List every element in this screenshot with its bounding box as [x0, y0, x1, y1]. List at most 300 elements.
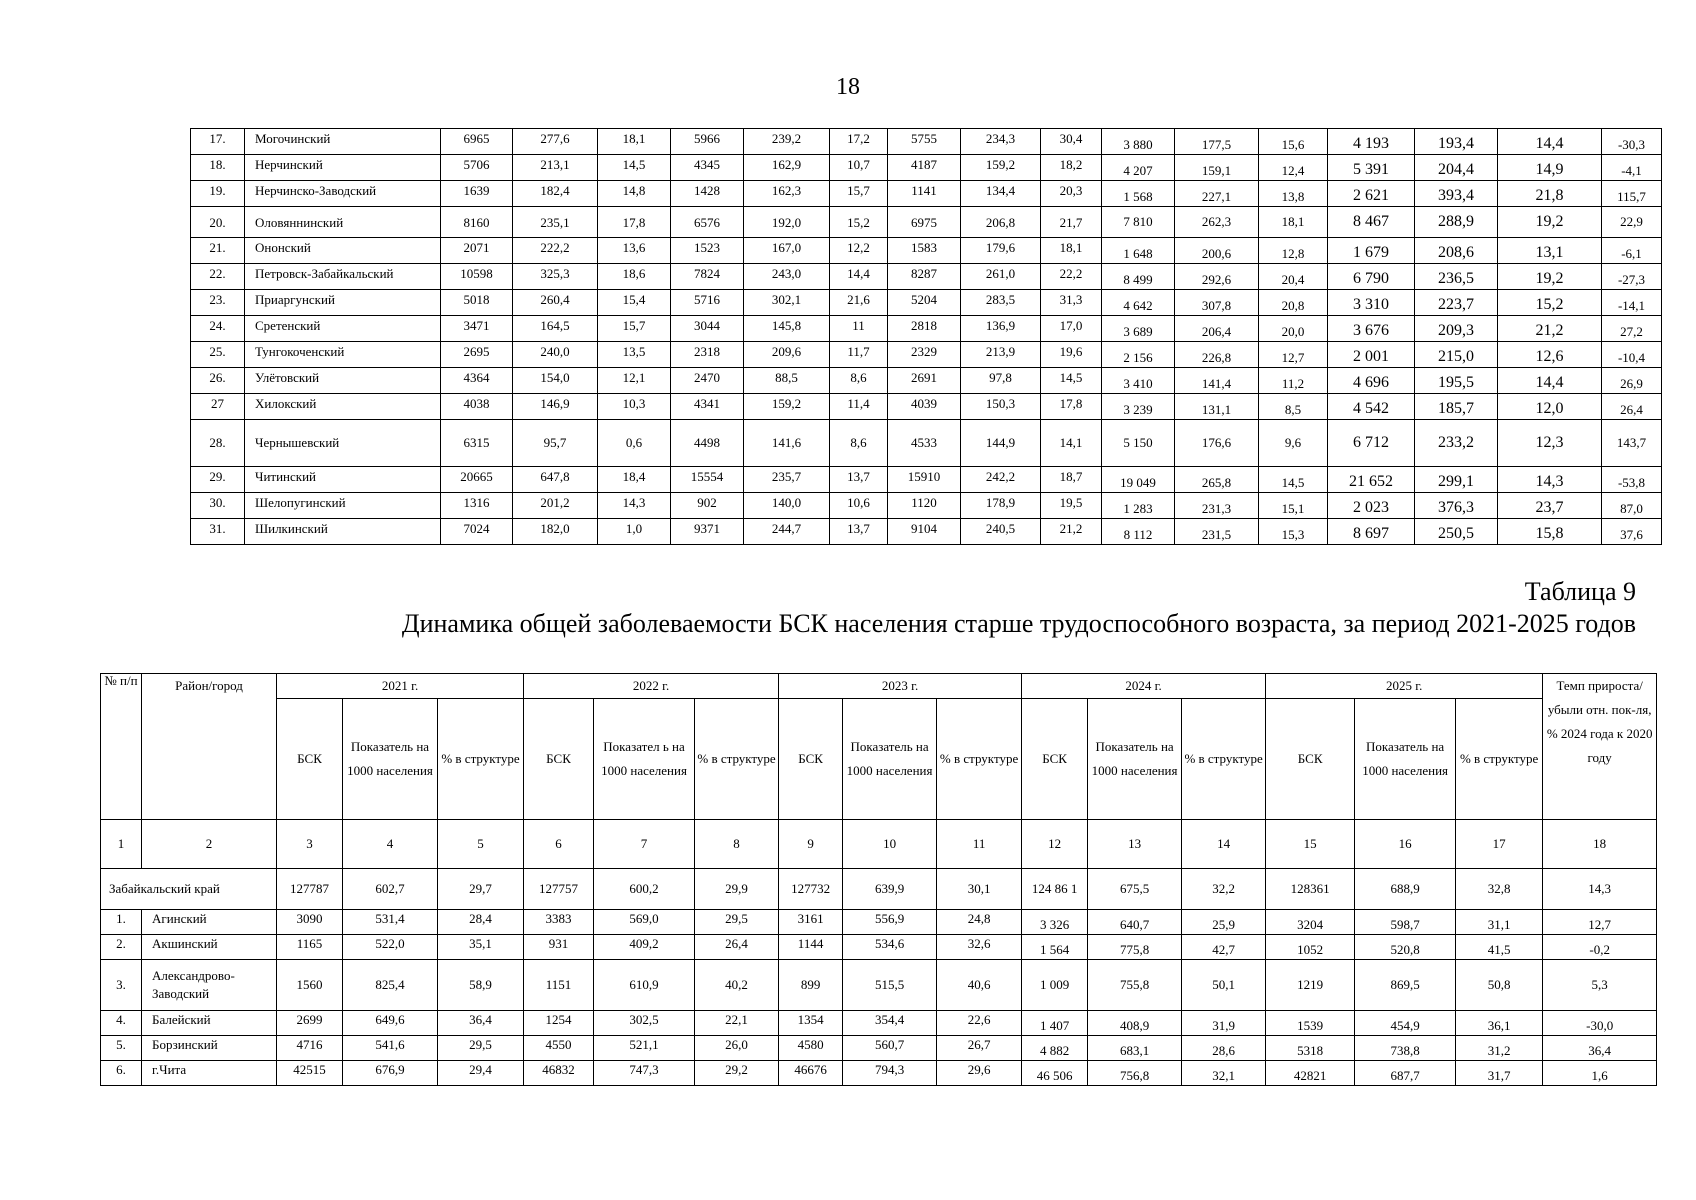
table-cell: 8 697	[1328, 519, 1415, 545]
table-cell: 747,3	[594, 1061, 695, 1086]
table-cell: 19,2	[1498, 207, 1602, 238]
table-cell: 154,0	[513, 368, 598, 394]
table-cell: 209,3	[1415, 316, 1498, 342]
header-year-2022: 2022 г.	[524, 674, 779, 699]
table-cell: 6975	[888, 207, 961, 238]
table-cell: 146,9	[513, 394, 598, 420]
table-row	[191, 467, 1662, 493]
table-row	[191, 420, 1662, 467]
column-number: 9	[779, 820, 843, 869]
table-cell: 260,4	[513, 290, 598, 316]
table-cell: 22,6	[937, 1011, 1022, 1036]
table-cell: 87,0	[1602, 493, 1662, 519]
table-cell: 4364	[441, 368, 513, 394]
table-cell: 14,3	[1498, 467, 1602, 493]
table-cell: -53,8	[1602, 467, 1662, 493]
table-cell: 409,2	[594, 935, 695, 960]
district-name: Ононский	[245, 238, 441, 264]
table-cell: 2699	[277, 1011, 343, 1036]
table-row	[191, 519, 1662, 545]
table-cell: 243,0	[744, 264, 830, 290]
header-bsk: БСК	[1266, 699, 1355, 820]
table-cell: 35,1	[438, 935, 524, 960]
table-cell: 29,6	[937, 1061, 1022, 1086]
table-cell: 14,4	[1498, 129, 1602, 155]
table-cell: 354,4	[843, 1011, 937, 1036]
table-cell: 18,6	[598, 264, 671, 290]
district-name: Приаргунский	[245, 290, 441, 316]
table-cell: 534,6	[843, 935, 937, 960]
table-cell: 20665	[441, 467, 513, 493]
table-cell: 240,0	[513, 342, 598, 368]
table-cell: 1,0	[598, 519, 671, 545]
header-year-2023: 2023 г.	[779, 674, 1022, 699]
table-cell: 376,3	[1415, 493, 1498, 519]
table-cell: 29,5	[438, 1036, 524, 1061]
header-rate: Показатель на 1000 населения	[1355, 699, 1456, 820]
table-cell: 32,8	[1456, 869, 1543, 910]
table-cell: 2 023	[1328, 493, 1415, 519]
table-cell: 8 112	[1102, 519, 1175, 545]
table-cell: 869,5	[1355, 960, 1456, 1011]
table-cell: 7 810	[1102, 207, 1175, 238]
table-cell: 283,5	[961, 290, 1041, 316]
row-number: 1.	[101, 910, 142, 935]
table-cell: 3 689	[1102, 316, 1175, 342]
table-cell: 21,7	[1041, 207, 1102, 238]
row-number: 27	[191, 394, 245, 420]
district-name: Балейский	[142, 1011, 277, 1036]
column-number: 3	[277, 820, 343, 869]
table-cell: 42821	[1266, 1061, 1355, 1086]
table-cell: 17,2	[830, 129, 888, 155]
district-name: Шилкинский	[245, 519, 441, 545]
table-cell: 688,9	[1355, 869, 1456, 910]
table-cell: 825,4	[343, 960, 438, 1011]
header-year-2021: 2021 г.	[277, 674, 524, 699]
table-cell: 520,8	[1355, 935, 1456, 960]
table-cell: 167,0	[744, 238, 830, 264]
table-cell: 3161	[779, 910, 843, 935]
table-cell: 755,8	[1088, 960, 1182, 1011]
row-number: 6.	[101, 1061, 142, 1086]
column-number: 11	[937, 820, 1022, 869]
table-cell: 15,4	[598, 290, 671, 316]
table-cell: 21,2	[1041, 519, 1102, 545]
table-cell: 1 568	[1102, 181, 1175, 207]
district-name: Александрово-Заводский	[142, 960, 277, 1011]
table-row	[191, 129, 1662, 155]
column-number: 2	[142, 820, 277, 869]
district-name: Тунгокоченский	[245, 342, 441, 368]
table-cell: 1144	[779, 935, 843, 960]
table-cell: 31,2	[1456, 1036, 1543, 1061]
table-cell: 18,4	[598, 467, 671, 493]
table-cell: 193,4	[1415, 129, 1498, 155]
table-cell: 1316	[441, 493, 513, 519]
table-cell: 408,9	[1088, 1011, 1182, 1036]
table-row	[191, 342, 1662, 368]
table-cell: 46 506	[1022, 1061, 1088, 1086]
table-cell: 1254	[524, 1011, 594, 1036]
table-cell: 176,6	[1175, 420, 1259, 467]
table-cell: 4038	[441, 394, 513, 420]
table-cell: 639,9	[843, 869, 937, 910]
table-cell: 6965	[441, 129, 513, 155]
row-number: 19.	[191, 181, 245, 207]
table-cell: 12,3	[1498, 420, 1602, 467]
table-cell: 15,2	[1498, 290, 1602, 316]
table-cell: 40,6	[937, 960, 1022, 1011]
table-cell: 11,7	[830, 342, 888, 368]
table-continuation	[190, 128, 1662, 545]
table-cell: 15,7	[598, 316, 671, 342]
table-cell: 687,7	[1355, 1061, 1456, 1086]
table-cell: 127732	[779, 869, 843, 910]
table-cell: 14,5	[1041, 368, 1102, 394]
table-cell: 20,8	[1259, 290, 1328, 316]
table-cell: 454,9	[1355, 1011, 1456, 1036]
table-cell: 20,4	[1259, 264, 1328, 290]
district-name: г.Чита	[142, 1061, 277, 1086]
table-cell: 2071	[441, 238, 513, 264]
table-cell: 124 86 1	[1022, 869, 1088, 910]
table-cell: 15,2	[830, 207, 888, 238]
table-cell: 208,6	[1415, 238, 1498, 264]
table-cell: 3 410	[1102, 368, 1175, 394]
header-bsk: БСК	[1022, 699, 1088, 820]
district-name: Нерчинско-Заводский	[245, 181, 441, 207]
district-name: Оловяннинский	[245, 207, 441, 238]
table-cell: 2 156	[1102, 342, 1175, 368]
table-row	[101, 960, 1657, 1011]
table-cell: -6,1	[1602, 238, 1662, 264]
row-number: 26.	[191, 368, 245, 394]
table-cell: 11,4	[830, 394, 888, 420]
table-cell: -0,2	[1543, 935, 1657, 960]
table-caption-title: Динамика общей заболеваемости БСК населения старше трудоспособного возраста, за период 2021-2025 годов	[401, 609, 1636, 638]
table-cell: 159,1	[1175, 155, 1259, 181]
district-name: Шелопугинский	[245, 493, 441, 519]
table-cell: 21,8	[1498, 181, 1602, 207]
table-cell: 36,1	[1456, 1011, 1543, 1036]
column-number: 17	[1456, 820, 1543, 869]
table-cell: 134,4	[961, 181, 1041, 207]
table-cell: 141,6	[744, 420, 830, 467]
table-cell: 18,1	[1259, 207, 1328, 238]
table-cell: 5318	[1266, 1036, 1355, 1061]
table-cell: 675,5	[1088, 869, 1182, 910]
district-name: Петровск-Забайкальский	[245, 264, 441, 290]
table-cell: 26,4	[1602, 394, 1662, 420]
table-cell: 8160	[441, 207, 513, 238]
table-cell: 29,5	[695, 910, 779, 935]
table-cell: 144,9	[961, 420, 1041, 467]
table-cell: 1141	[888, 181, 961, 207]
table-cell: 288,9	[1415, 207, 1498, 238]
table-cell: 1219	[1266, 960, 1355, 1011]
table-cell: 30,1	[937, 869, 1022, 910]
column-number: 14	[1182, 820, 1266, 869]
table-cell: 15,7	[830, 181, 888, 207]
table-cell: 541,6	[343, 1036, 438, 1061]
table-cell: 235,1	[513, 207, 598, 238]
table-cell: 13,8	[1259, 181, 1328, 207]
district-name: Улётовский	[245, 368, 441, 394]
table-cell: 209,6	[744, 342, 830, 368]
table-cell: 2 621	[1328, 181, 1415, 207]
table-cell: 899	[779, 960, 843, 1011]
table-cell: 200,6	[1175, 238, 1259, 264]
column-number: 8	[695, 820, 779, 869]
district-name: Чернышевский	[245, 420, 441, 467]
table-cell: 302,5	[594, 1011, 695, 1036]
table-cell: 50,8	[1456, 960, 1543, 1011]
table-cell: 302,1	[744, 290, 830, 316]
table-cell: 140,0	[744, 493, 830, 519]
table-cell: 24,8	[937, 910, 1022, 935]
table-row	[191, 207, 1662, 238]
table-cell: 4345	[671, 155, 744, 181]
table-cell: 231,3	[1175, 493, 1259, 519]
table-cell: 1 648	[1102, 238, 1175, 264]
table-cell: 1523	[671, 238, 744, 264]
table-cell: 27,2	[1602, 316, 1662, 342]
table-cell: 239,2	[744, 129, 830, 155]
column-number: 5	[438, 820, 524, 869]
table-cell: 3471	[441, 316, 513, 342]
table-cell: 2818	[888, 316, 961, 342]
column-number: 15	[1266, 820, 1355, 869]
table-row	[101, 1011, 1657, 1036]
table-cell: 756,8	[1088, 1061, 1182, 1086]
table-cell: 7024	[441, 519, 513, 545]
region-total-name: Забайкальский край	[101, 869, 277, 910]
header-rate: Показатель на 1000 населения	[843, 699, 937, 820]
table-cell: 299,1	[1415, 467, 1498, 493]
table-cell: 9,6	[1259, 420, 1328, 467]
table-cell: 233,2	[1415, 420, 1498, 467]
table-cell: -30,0	[1543, 1011, 1657, 1036]
table-cell: 640,7	[1088, 910, 1182, 935]
table-cell: 3 676	[1328, 316, 1415, 342]
table-cell: 6 790	[1328, 264, 1415, 290]
table-cell: 10598	[441, 264, 513, 290]
table-cell: 531,4	[343, 910, 438, 935]
table-cell: 6576	[671, 207, 744, 238]
column-number: 10	[843, 820, 937, 869]
table-cell: 1 564	[1022, 935, 1088, 960]
table-cell: 21 652	[1328, 467, 1415, 493]
table-cell: 46832	[524, 1061, 594, 1086]
table-cell: 5018	[441, 290, 513, 316]
header-bsk: БСК	[779, 699, 843, 820]
row-number: 20.	[191, 207, 245, 238]
table-cell: 13,7	[830, 467, 888, 493]
table-cell: 162,3	[744, 181, 830, 207]
table-cell: 127757	[524, 869, 594, 910]
table-cell: 4 882	[1022, 1036, 1088, 1061]
header-bsk: БСК	[277, 699, 343, 820]
table-cell: 213,1	[513, 155, 598, 181]
table-cell: 1 407	[1022, 1011, 1088, 1036]
table-cell: 236,5	[1415, 264, 1498, 290]
header-year-2025: 2025 г.	[1266, 674, 1543, 699]
table-cell: 602,7	[343, 869, 438, 910]
table-cell: 13,6	[598, 238, 671, 264]
table-cell: 240,5	[961, 519, 1041, 545]
table-cell: 21,2	[1498, 316, 1602, 342]
table-cell: 213,9	[961, 342, 1041, 368]
header-share: % в структуре	[1182, 699, 1266, 820]
table-cell: 1052	[1266, 935, 1355, 960]
table-cell: 40,2	[695, 960, 779, 1011]
row-number: 22.	[191, 264, 245, 290]
table-cell: 182,0	[513, 519, 598, 545]
table-cell: 223,7	[1415, 290, 1498, 316]
table-cell: 32,2	[1182, 869, 1266, 910]
row-number: 18.	[191, 155, 245, 181]
table-cell: 649,6	[343, 1011, 438, 1036]
table-cell: 11	[830, 316, 888, 342]
table-cell: 32,6	[937, 935, 1022, 960]
table-cell: 8,5	[1259, 394, 1328, 420]
table-cell: 5204	[888, 290, 961, 316]
table-cell: 5,3	[1543, 960, 1657, 1011]
table-cell: 2691	[888, 368, 961, 394]
table-cell: 5 391	[1328, 155, 1415, 181]
header-bsk: БСК	[524, 699, 594, 820]
table-cell: 20,0	[1259, 316, 1328, 342]
table-cell: 3090	[277, 910, 343, 935]
table-row	[191, 238, 1662, 264]
table-cell: 4 642	[1102, 290, 1175, 316]
table-cell: 569,0	[594, 910, 695, 935]
table-cell: 600,2	[594, 869, 695, 910]
table-cell: 50,1	[1182, 960, 1266, 1011]
table-cell: 22,2	[1041, 264, 1102, 290]
table-cell: 5 150	[1102, 420, 1175, 467]
district-name: Нерчинский	[245, 155, 441, 181]
table-cell: 683,1	[1088, 1036, 1182, 1061]
table-cell: 15,6	[1259, 129, 1328, 155]
table-cell: 12,1	[598, 368, 671, 394]
district-name: Акшинский	[142, 935, 277, 960]
table-cell: 14,9	[1498, 155, 1602, 181]
table-cell: 222,2	[513, 238, 598, 264]
table-cell: 556,9	[843, 910, 937, 935]
table-row	[191, 290, 1662, 316]
district-name: Агинский	[142, 910, 277, 935]
table-cell: 307,8	[1175, 290, 1259, 316]
table-cell: 26,7	[937, 1036, 1022, 1061]
row-number: 2.	[101, 935, 142, 960]
table-cell: 5716	[671, 290, 744, 316]
table-cell: 4 542	[1328, 394, 1415, 420]
table-cell: 242,2	[961, 467, 1041, 493]
table-cell: 265,8	[1175, 467, 1259, 493]
table-row	[191, 181, 1662, 207]
table-cell: 36,4	[1543, 1036, 1657, 1061]
header-share: % в структуре	[1456, 699, 1543, 820]
table-cell: 647,8	[513, 467, 598, 493]
table-cell: 206,4	[1175, 316, 1259, 342]
table-cell: 177,5	[1175, 129, 1259, 155]
table-row	[191, 155, 1662, 181]
table-cell: 159,2	[744, 394, 830, 420]
row-number: 17.	[191, 129, 245, 155]
table-cell: 29,9	[695, 869, 779, 910]
table-cell: 20,3	[1041, 181, 1102, 207]
table-cell: 1583	[888, 238, 961, 264]
table-cell: 19,2	[1498, 264, 1602, 290]
header-district: Район/город	[142, 674, 277, 820]
table-cell: 17,0	[1041, 316, 1102, 342]
table-caption-label: Таблица 9	[1524, 577, 1636, 606]
table-cell: 97,8	[961, 368, 1041, 394]
table-cell: 29,4	[438, 1061, 524, 1086]
district-name: Хилокский	[245, 394, 441, 420]
table-cell: 19,6	[1041, 342, 1102, 368]
table-cell: 9371	[671, 519, 744, 545]
table-cell: 192,0	[744, 207, 830, 238]
table-cell: 14,3	[598, 493, 671, 519]
table-cell: 15,8	[1498, 519, 1602, 545]
header-rate: Показател ь на 1000 населения	[594, 699, 695, 820]
table-cell: 25,9	[1182, 910, 1266, 935]
table-cell: 10,7	[830, 155, 888, 181]
table-cell: 8287	[888, 264, 961, 290]
table-cell: 14,4	[830, 264, 888, 290]
table-cell: 159,2	[961, 155, 1041, 181]
table-cell: 262,3	[1175, 207, 1259, 238]
table-row	[191, 493, 1662, 519]
table-cell: 18,2	[1041, 155, 1102, 181]
table-cell: 131,1	[1175, 394, 1259, 420]
table-row	[101, 935, 1657, 960]
table-cell: 26,4	[695, 935, 779, 960]
table-cell: 5706	[441, 155, 513, 181]
table-cell: 8 467	[1328, 207, 1415, 238]
table-cell: 235,7	[744, 467, 830, 493]
table-cell: 12,7	[1259, 342, 1328, 368]
table-cell: 18,1	[598, 129, 671, 155]
district-name: Читинский	[245, 467, 441, 493]
table-cell: 0,6	[598, 420, 671, 467]
table-cell: 4187	[888, 155, 961, 181]
table-cell: 227,1	[1175, 181, 1259, 207]
table-cell: 4 207	[1102, 155, 1175, 181]
page-number: 18	[836, 74, 860, 100]
table-cell: 4533	[888, 420, 961, 467]
table-cell: 19,5	[1041, 493, 1102, 519]
table-9	[100, 673, 1657, 1086]
table-cell: 31,3	[1041, 290, 1102, 316]
table-cell: 3044	[671, 316, 744, 342]
table-cell: 7824	[671, 264, 744, 290]
table-cell: 1 679	[1328, 238, 1415, 264]
table-cell: 26,0	[695, 1036, 779, 1061]
table-cell: 17,8	[1041, 394, 1102, 420]
table-cell: 5966	[671, 129, 744, 155]
table-cell: 14,3	[1543, 869, 1657, 910]
table-cell: 610,9	[594, 960, 695, 1011]
table-cell: -14,1	[1602, 290, 1662, 316]
table-cell: 676,9	[343, 1061, 438, 1086]
table-cell: 775,8	[1088, 935, 1182, 960]
table-cell: 393,4	[1415, 181, 1498, 207]
table-cell: 182,4	[513, 181, 598, 207]
